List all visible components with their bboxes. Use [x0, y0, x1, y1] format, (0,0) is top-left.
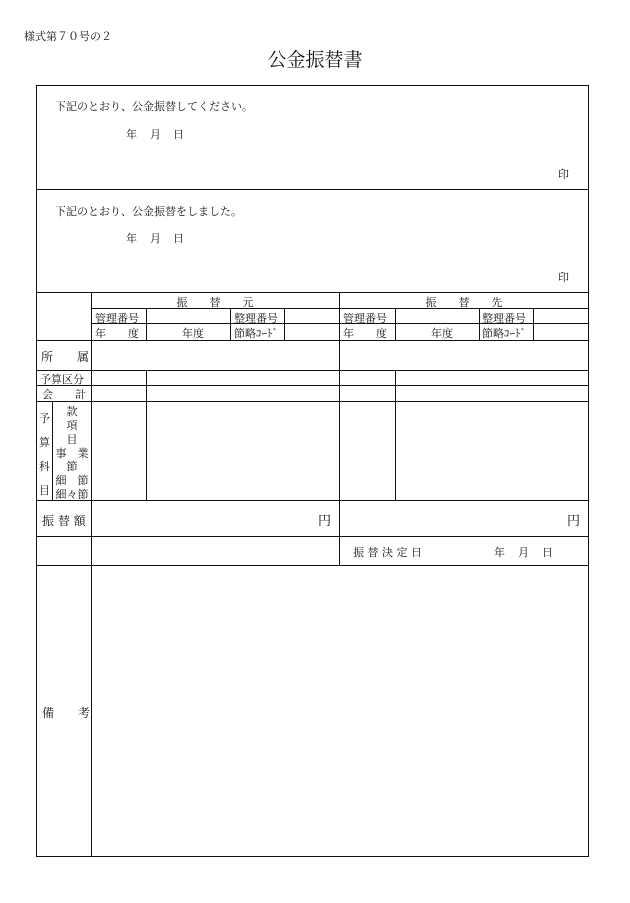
kamoku-moku: 目 [66, 433, 78, 446]
grid-line [146, 370, 147, 500]
grid-line [36, 385, 589, 386]
grid-line [395, 370, 396, 500]
completion-text: 下記のとおり、公金振替をしました。 [55, 205, 242, 218]
kamoku-jigyou: 事 業 [55, 447, 89, 460]
request-seal: 印 [558, 168, 569, 181]
kamoku-label-char: 目 [39, 484, 50, 497]
completion-seal: 印 [558, 271, 569, 284]
grid-line [533, 308, 534, 340]
decision-date-label: 振 替 決 定 日 [353, 546, 422, 559]
grid-line [91, 292, 92, 857]
kamoku-kan: 款 [66, 405, 78, 418]
kamoku-kou: 項 [66, 419, 78, 432]
divider [36, 292, 589, 293]
source-kanri-bango-label: 管理番号 [95, 312, 139, 325]
request-date-day: 日 [173, 128, 184, 141]
bikou-label: 備 考 [42, 706, 91, 720]
kamoku-label-char: 算 [39, 436, 50, 449]
grid-line [146, 308, 147, 340]
grid-line [339, 565, 589, 566]
kamoku-setsu: 節 [66, 460, 78, 473]
grid-line [36, 370, 589, 371]
destination-ryaku-code-label: 節略ｺｰﾄﾞ [482, 327, 526, 340]
grid-line [395, 308, 396, 340]
completion-date-month: 月 [150, 232, 161, 245]
decision-date-day: 日 [542, 546, 553, 559]
shozoku-label: 所 属 [41, 350, 90, 364]
page-title: 公金振替書 [267, 49, 363, 71]
source-header: 振 替 元 [176, 296, 254, 309]
furikae-gaku-label: 振 替 額 [42, 514, 86, 528]
kamoku-saisetsu: 細 節 [55, 474, 89, 487]
kamoku-label-char: 予 [39, 412, 50, 425]
completion-date-year: 年 [126, 232, 137, 245]
request-text: 下記のとおり、公金振替してください。 [55, 100, 253, 113]
destination-yen-unit: 円 [567, 514, 581, 529]
source-seiri-bango-label: 整理番号 [234, 312, 278, 325]
source-ryaku-code-label: 節略ｺｰﾄﾞ [234, 327, 278, 340]
form-number: 様式第７０号の２ [24, 30, 112, 43]
source-nendo-value: 年度 [182, 327, 204, 340]
decision-date-month: 月 [518, 546, 529, 559]
grid-line [230, 308, 231, 340]
grid-line [36, 536, 589, 537]
kamoku-label-char: 科 [39, 460, 50, 473]
grid-line [36, 500, 589, 501]
destination-nendo-label: 年 度 [343, 327, 387, 340]
destination-seiri-bango-label: 整理番号 [482, 312, 526, 325]
grid-line [36, 401, 589, 402]
completion-date-day: 日 [173, 232, 184, 245]
source-nendo-label: 年 度 [95, 327, 139, 340]
request-date-month: 月 [150, 128, 161, 141]
request-date-year: 年 [126, 128, 137, 141]
kamoku-saisaisetsu: 細々節 [55, 488, 89, 501]
destination-nendo-value: 年度 [431, 327, 453, 340]
grid-line [339, 292, 340, 565]
yosan-kubun-label: 予算区分 [40, 373, 84, 386]
source-yen-unit: 円 [318, 514, 332, 529]
divider [36, 189, 589, 190]
grid-line [36, 565, 340, 566]
kaikei-label: 会 計 [42, 388, 86, 401]
destination-kanri-bango-label: 管理番号 [343, 312, 387, 325]
destination-header: 振 替 先 [425, 296, 503, 309]
grid-line [479, 308, 480, 340]
decision-date-year: 年 [494, 546, 505, 559]
form-frame [36, 85, 589, 857]
grid-line [284, 308, 285, 340]
